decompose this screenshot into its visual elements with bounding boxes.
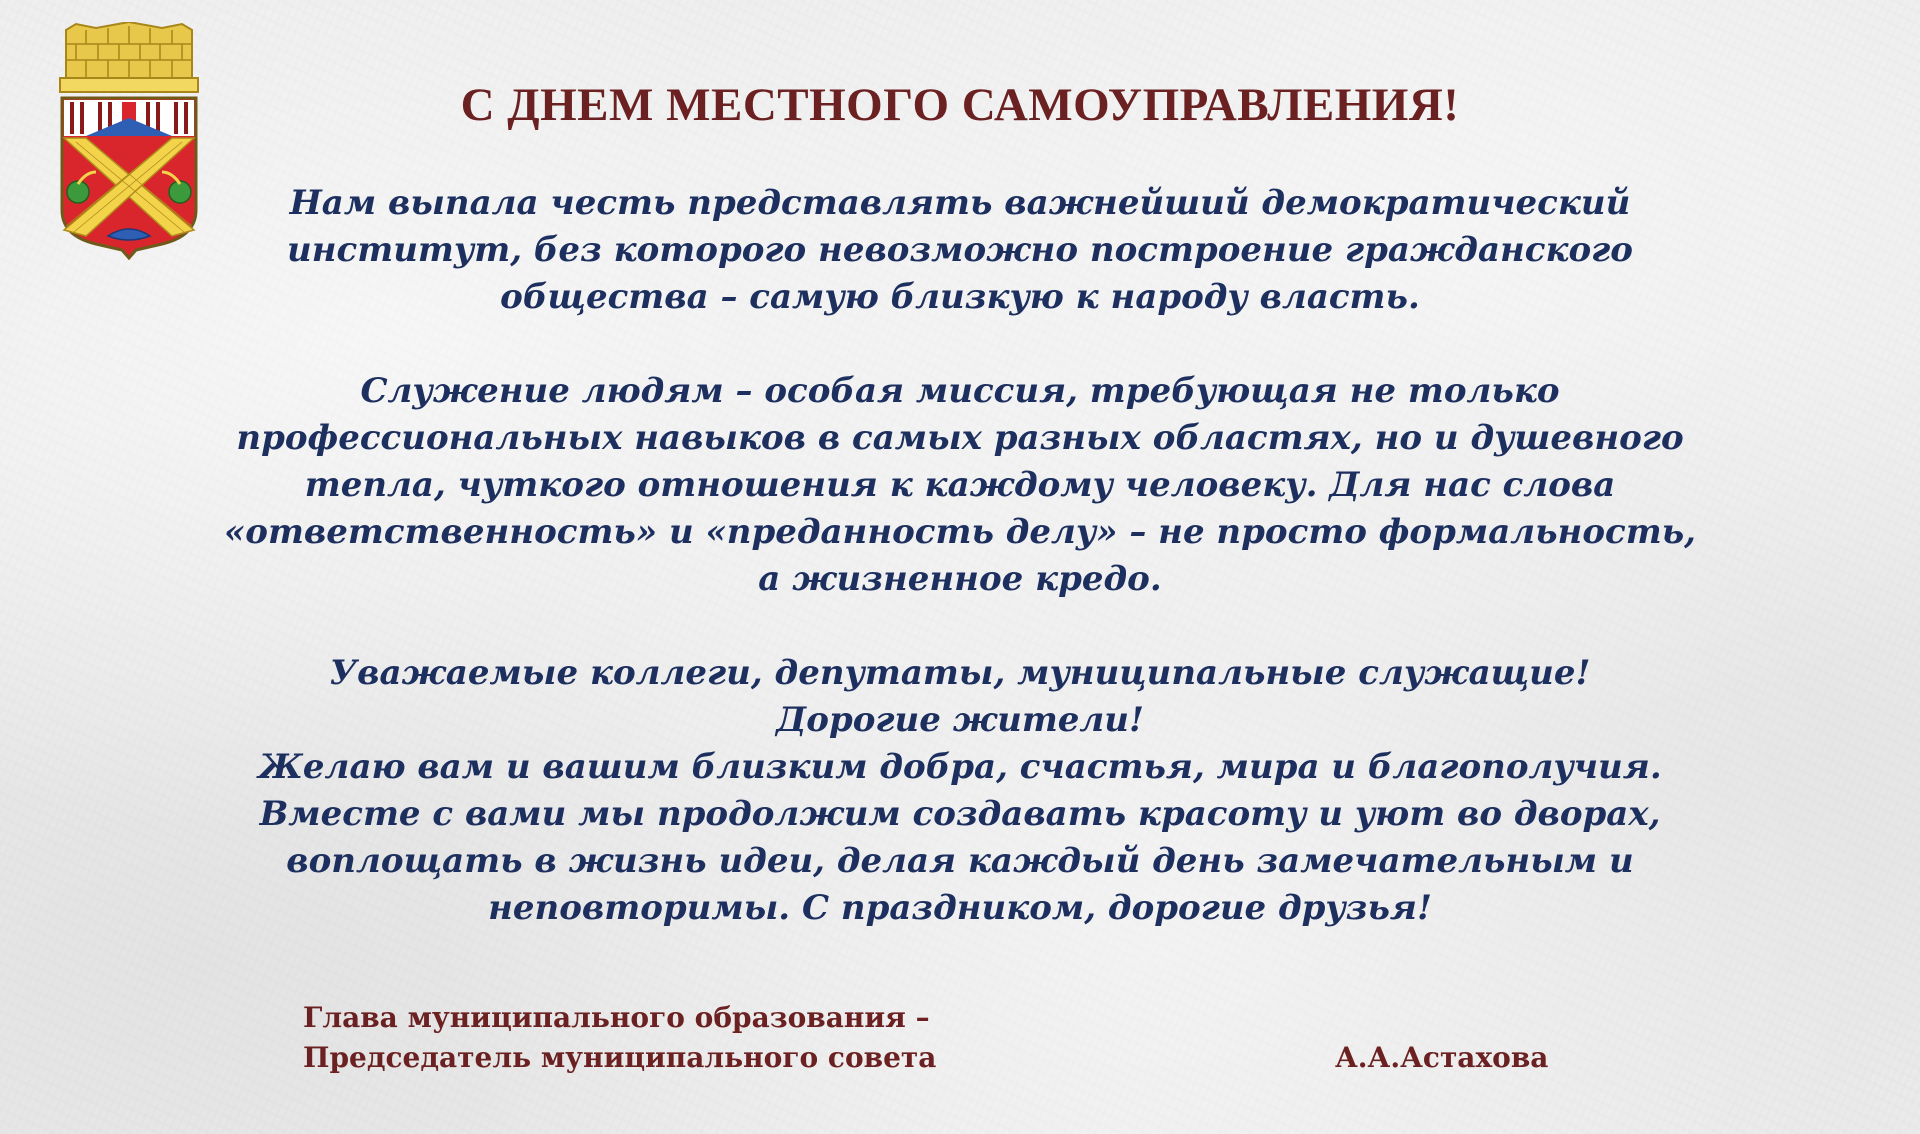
text-line: профессиональных навыков в самых разных областях, но и душевного (236, 418, 1684, 458)
text-line: Желаю вам и вашим близким добра, счастья, мира и благополучия. (258, 747, 1662, 787)
text-line: Служение людям – особая миссия, требующая не только (360, 371, 1560, 411)
paragraph-1 (200, 180, 1720, 321)
text-line: «ответственность» и «преданность делу» – не просто формальность, (224, 512, 1696, 552)
position-line: Председатель муниципального совета (303, 1041, 937, 1074)
text-line: Уважаемые коллеги, депутаты, муниципальные служащие! (329, 653, 1591, 693)
text-line: институт, без которого невозможно построение гражданского (287, 230, 1633, 270)
paragraph-gap (200, 321, 1720, 368)
signature-position (303, 998, 936, 1078)
text-line: а жизненное кредо. (758, 559, 1162, 599)
paragraph-3 (200, 650, 1720, 932)
text-line: воплощать в жизнь идеи, делая каждый день замечательным и (286, 841, 1634, 881)
signature-name: А.А.Астахова (1335, 1041, 1549, 1074)
text-line: Дорогие жители! (776, 700, 1144, 740)
paragraph-2 (200, 368, 1720, 603)
text-line: тепла, чуткого отношения к каждому человеку. Для нас слова (304, 465, 1616, 505)
greeting-body (200, 180, 1720, 932)
text-line: общества – самую близкую к народу власть. (500, 277, 1420, 317)
paragraph-gap (200, 603, 1720, 650)
text-line: Вместе с вами мы продолжим создавать красоту и уют во дворах, (259, 794, 1661, 834)
text-line: неповторимы. С праздником, дорогие друзья! (488, 888, 1432, 928)
text-line: Нам выпала честь представлять важнейший демократический (289, 183, 1631, 223)
page-title: С ДНЕМ МЕСТНОГО САМОУПРАВЛЕНИЯ! (460, 79, 1460, 131)
position-line: Глава муниципального образования – (303, 1001, 930, 1034)
coat-of-arms-icon (56, 22, 202, 262)
